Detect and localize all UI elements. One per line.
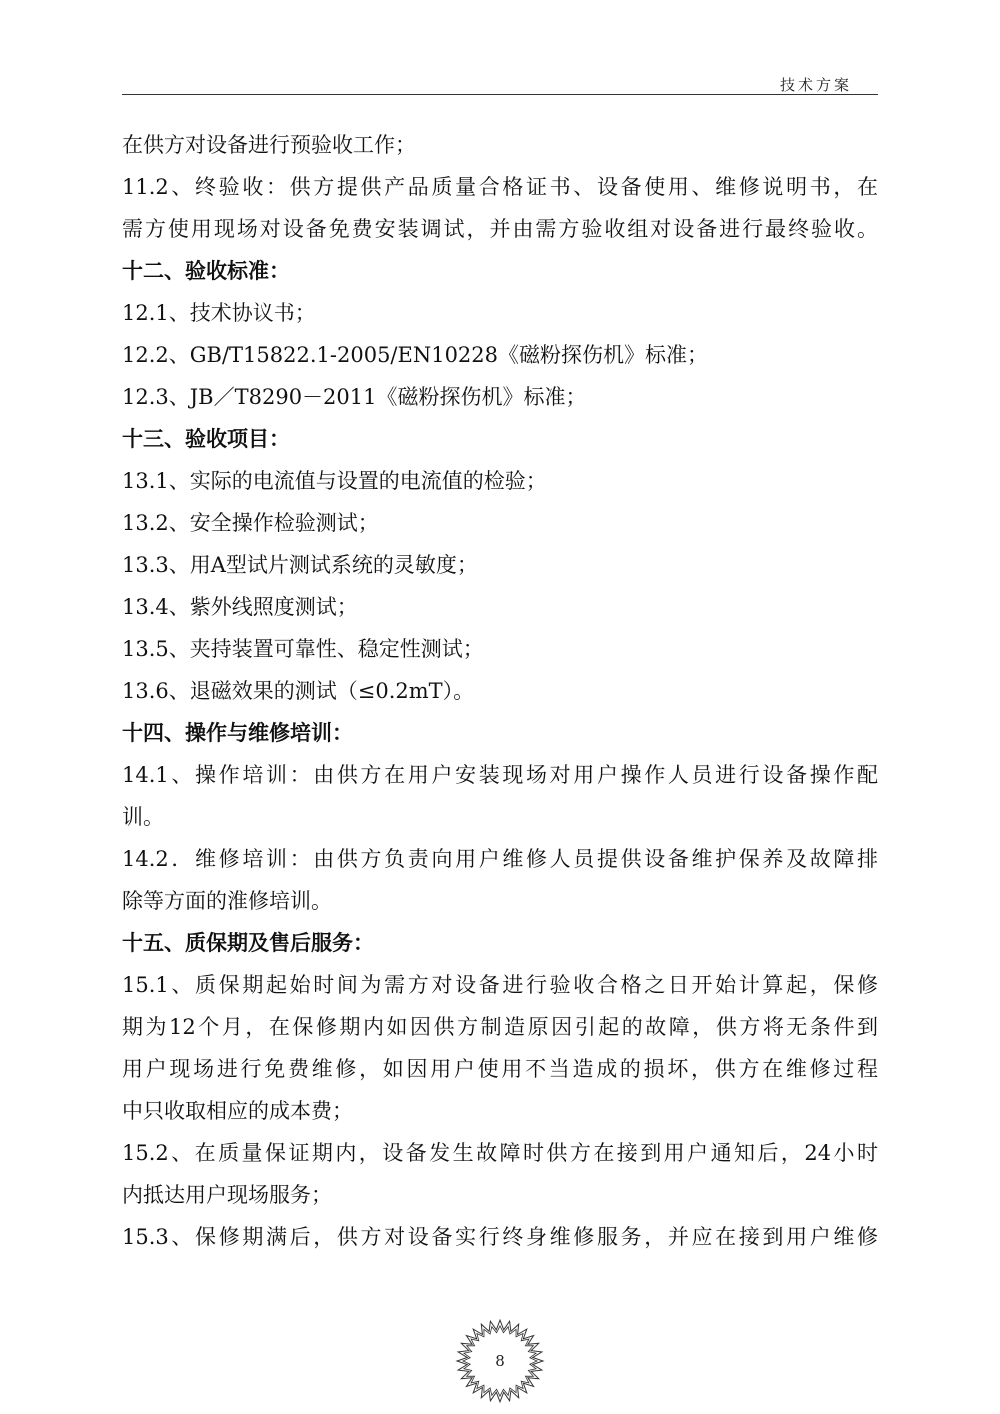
paragraph-line: 13.4、紫外线照度测试； bbox=[122, 595, 358, 619]
paragraph-line: 训。 bbox=[122, 805, 164, 829]
paragraph-line: 15.1、质保期起始时间为需方对设备进行验收合格之日开始计算起，保修 bbox=[122, 973, 878, 997]
paragraph-line: 12.3、JB／T8290－2011《磁粉探伤机》标准； bbox=[122, 385, 587, 409]
document-body bbox=[122, 124, 878, 1258]
header-title: 技术方案 bbox=[779, 76, 852, 94]
paragraph-line: 用户现场进行免费维修，如因用户使用不当造成的损坏，供方在维修过程 bbox=[122, 1057, 878, 1081]
paragraph-line: 除等方面的淮修培训。 bbox=[122, 889, 332, 913]
paragraph-line: 14.1、操作培训：由供方在用户安装现场对用户操作人员进行设备操作配 bbox=[122, 763, 878, 787]
paragraph-line: 13.3、用A型试片测试系统的灵敏度； bbox=[122, 553, 478, 577]
paragraph-line: 13.5、夹持装置可靠性、稳定性测试； bbox=[122, 637, 484, 661]
paragraph-line: 13.6、退磁效果的测试（≤0.2mT）。 bbox=[122, 679, 475, 703]
paragraph-line: 在供方对设备进行预验收工作； bbox=[122, 133, 416, 157]
paragraph-line: 15.3、保修期满后，供方对设备实行终身维修服务，并应在接到用户维修 bbox=[122, 1225, 878, 1249]
paragraph-line: 12.2、GB/T15822.1-2005/EN10228《磁粉探伤机》标准； bbox=[122, 343, 709, 367]
section-heading: 十五、质保期及售后服务： bbox=[122, 930, 374, 955]
paragraph-line: 期为12个月，在保修期内如因供方制造原因引起的故障，供方将无条件到 bbox=[122, 1015, 878, 1039]
header-rule bbox=[122, 94, 878, 95]
page-number: 8 bbox=[495, 1352, 505, 1370]
section-heading: 十二、验收标准： bbox=[122, 258, 290, 283]
paragraph-line: 15.2、在质量保证期内，设备发生故障时供方在接到用户通知后，24小时 bbox=[122, 1141, 878, 1165]
paragraph-line: 内抵达用户现场服务； bbox=[122, 1183, 332, 1207]
paragraph-line: 14.2．维修培训：由供方负责向用户维修人员提供设备维护保养及故障排 bbox=[122, 847, 878, 871]
paragraph-line: 需方使用现场对设备免费安装调试，并由需方验收组对设备进行最终验收。 bbox=[122, 217, 878, 241]
paragraph-line: 12.1、技术协议书； bbox=[122, 301, 316, 325]
paragraph-line: 中只收取相应的成本费； bbox=[122, 1099, 353, 1123]
paragraph-line: 13.2、安全操作检验测试； bbox=[122, 511, 379, 535]
section-heading: 十三、验收项目： bbox=[122, 426, 290, 451]
paragraph-line: 13.1、实际的电流值与设置的电流值的检验； bbox=[122, 469, 547, 493]
paragraph-line: 11.2、终验收：供方提供产品质量合格证书、设备使用、维修说明书，在 bbox=[122, 175, 878, 199]
page-number-badge bbox=[455, 1318, 545, 1404]
section-heading: 十四、操作与维修培训： bbox=[122, 720, 353, 745]
